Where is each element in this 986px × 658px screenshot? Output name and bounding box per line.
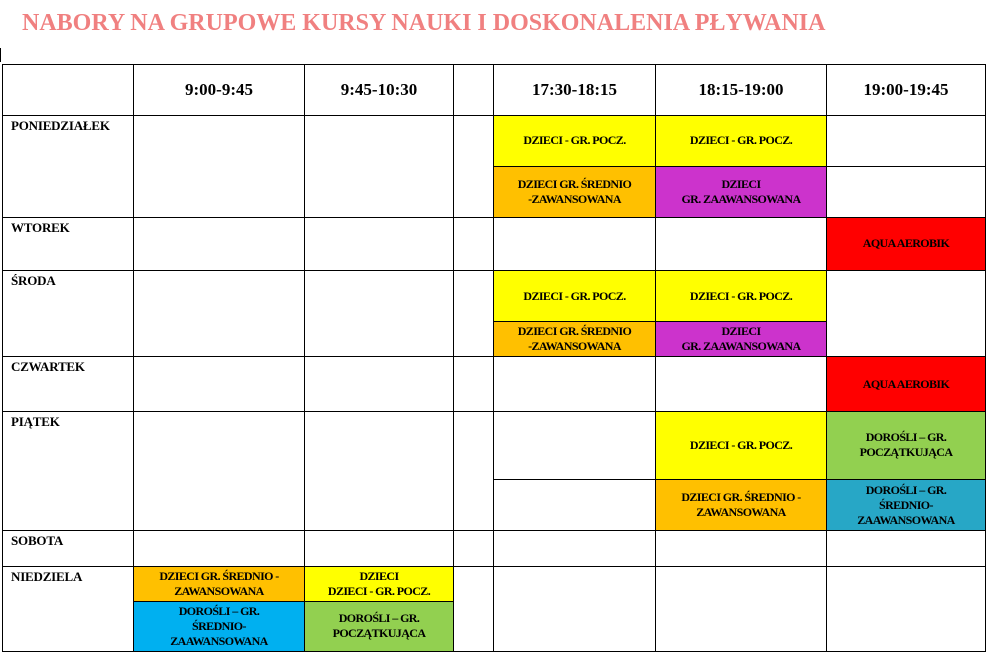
empty-cell — [454, 217, 494, 270]
table-row — [3, 271, 986, 322]
class-slot: DZIECI GR. ŚREDNIO -ZAWANSOWANA — [494, 322, 656, 357]
empty-cell — [454, 411, 494, 531]
column-header: 19:00-19:45 — [827, 65, 986, 116]
column-header: 9:00-9:45 — [134, 65, 305, 116]
empty-cell — [494, 567, 656, 652]
empty-cell — [827, 166, 986, 217]
empty-cell — [305, 411, 454, 531]
divider — [0, 48, 1, 62]
empty-cell — [827, 531, 986, 567]
empty-cell — [305, 531, 454, 567]
class-slot: DOROŚLI – GR. ŚREDNIO- ZAAWANSOWANA — [134, 601, 305, 651]
class-slot: AQUA AEROBIK — [827, 357, 986, 411]
empty-cell — [656, 217, 827, 270]
class-slot: DOROŚLI – GR. ŚREDNIO- ZAAWANSOWANA — [827, 480, 986, 531]
empty-cell — [454, 567, 494, 652]
empty-cell — [134, 217, 305, 270]
day-label: ŚRODA — [3, 271, 134, 357]
day-label: PONIEDZIAŁEK — [3, 116, 134, 218]
column-header: 17:30-18:15 — [494, 65, 656, 116]
class-slot: DZIECI GR. ŚREDNIO - ZAWANSOWANA — [134, 567, 305, 601]
column-header: 18:15-19:00 — [656, 65, 827, 116]
day-label: WTOREK — [3, 217, 134, 270]
table-row — [3, 116, 986, 166]
class-slot: DZIECI - GR. POCZ. — [656, 116, 827, 166]
empty-cell — [827, 271, 986, 357]
schedule-table — [2, 64, 986, 652]
empty-cell — [454, 116, 494, 218]
class-slot: DZIECI GR. ZAAWANSOWANA — [656, 322, 827, 357]
class-slot: DZIECI - GR. POCZ. — [656, 271, 827, 322]
column-header: 9:45-10:30 — [305, 65, 454, 116]
table-row — [3, 357, 986, 411]
empty-cell — [305, 217, 454, 270]
day-label: PIĄTEK — [3, 411, 134, 531]
header-corner — [3, 65, 134, 116]
empty-cell — [134, 531, 305, 567]
class-slot: DZIECI - GR. POCZ. — [656, 411, 827, 479]
column-header — [454, 65, 494, 116]
empty-cell — [494, 411, 656, 479]
empty-cell — [656, 357, 827, 411]
class-slot: DOROŚLI – GR. POCZĄTKUJĄCA — [305, 601, 454, 651]
class-slot: DOROŚLI – GR. POCZĄTKUJĄCA — [827, 411, 986, 479]
empty-cell — [494, 531, 656, 567]
day-label: SOBOTA — [3, 531, 134, 567]
class-slot: DZIECI GR. ŚREDNIO -ZAWANSOWANA — [494, 166, 656, 217]
empty-cell — [454, 531, 494, 567]
empty-cell — [454, 357, 494, 411]
empty-cell — [134, 271, 305, 357]
class-slot: DZIECI DZIECI - GR. POCZ. — [305, 567, 454, 601]
class-slot: DZIECI GR. ŚREDNIO - ZAWANSOWANA — [656, 480, 827, 531]
empty-cell — [656, 567, 827, 652]
empty-cell — [305, 271, 454, 357]
table-row — [3, 567, 986, 601]
empty-cell — [305, 116, 454, 218]
empty-cell — [134, 411, 305, 531]
header-row — [3, 65, 986, 116]
empty-cell — [305, 357, 454, 411]
table-row — [3, 411, 986, 479]
empty-cell — [134, 357, 305, 411]
class-slot: DZIECI - GR. POCZ. — [494, 271, 656, 322]
empty-cell — [494, 357, 656, 411]
empty-cell — [656, 531, 827, 567]
class-slot: DZIECI GR. ZAAWANSOWANA — [656, 166, 827, 217]
empty-cell — [494, 217, 656, 270]
day-label: NIEDZIELA — [3, 567, 134, 652]
class-slot: AQUA AEROBIK — [827, 217, 986, 270]
day-label: CZWARTEK — [3, 357, 134, 411]
table-row — [3, 531, 986, 567]
empty-cell — [454, 271, 494, 357]
empty-cell — [827, 567, 986, 652]
empty-cell — [134, 116, 305, 218]
empty-cell — [827, 116, 986, 166]
page-title: NABORY NA GRUPOWE KURSY NAUKI I DOSKONALENIA PŁYWANIA — [22, 10, 826, 36]
table-row — [3, 217, 986, 270]
empty-cell — [494, 480, 656, 531]
class-slot: DZIECI - GR. POCZ. — [494, 116, 656, 166]
